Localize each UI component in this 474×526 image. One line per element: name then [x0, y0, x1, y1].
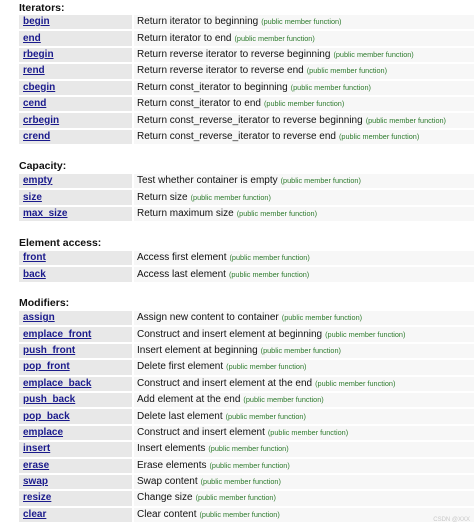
member-row [19, 174, 474, 188]
member-description: Test whether container is empty [137, 175, 278, 187]
member-name-cell [19, 113, 132, 127]
member-name-cell [19, 267, 132, 281]
member-name-link[interactable]: front [23, 252, 46, 264]
member-description: Swap content [137, 476, 198, 488]
member-description: Return size [137, 191, 188, 203]
member-description-cell [132, 190, 474, 204]
member-description: Return const_iterator to end [137, 98, 261, 110]
member-description: Insert element at beginning [137, 344, 258, 356]
member-name-cell [19, 327, 132, 341]
member-row [19, 48, 474, 62]
member-name-link[interactable]: insert [23, 443, 51, 455]
member-kind-tag: (public member function) [190, 192, 271, 202]
member-description-cell [132, 207, 474, 221]
element-access-table [19, 249, 474, 284]
member-kind-tag: (public member function) [228, 269, 310, 279]
member-description-cell [132, 174, 474, 188]
member-description: Construct and insert element [137, 426, 265, 438]
member-name-link[interactable]: rbegin [23, 48, 54, 60]
capacity-table [19, 172, 474, 223]
member-description: Return reverse iterator to reverse beginning [137, 48, 331, 60]
member-description: Construct and insert element at the end [137, 377, 313, 389]
member-description: Return iterator to beginning [137, 16, 259, 28]
member-row [19, 31, 474, 45]
member-name-cell [19, 491, 132, 505]
member-description: Access first element [137, 252, 227, 264]
member-description-cell [132, 442, 474, 456]
member-name-cell [19, 459, 132, 473]
member-description: Construct and insert element at beginning [137, 328, 323, 340]
member-row [19, 459, 474, 473]
member-row [19, 64, 474, 78]
member-kind-tag: (public member function) [199, 509, 280, 519]
member-description: Return maximum size [137, 207, 234, 219]
member-row [19, 377, 474, 391]
member-kind-tag: (public member function) [306, 66, 388, 76]
member-description-cell [132, 64, 474, 78]
member-kind-tag: (public member function) [225, 411, 306, 421]
member-description-cell [132, 15, 474, 29]
member-description-cell [132, 251, 474, 265]
member-name-cell [19, 344, 132, 358]
member-name-link[interactable]: cend [23, 98, 47, 110]
member-name-cell [19, 130, 132, 144]
member-kind-tag: (public member function) [280, 176, 361, 186]
member-kind-tag: (public member function) [243, 395, 324, 405]
member-name-cell [19, 81, 132, 95]
member-name-link[interactable]: back [23, 268, 46, 280]
member-kind-tag: (public member function) [365, 115, 446, 125]
member-name-link[interactable]: assign [23, 312, 55, 324]
member-name-link[interactable]: size [23, 191, 42, 203]
member-name-link[interactable]: crend [23, 130, 51, 142]
member-description-cell [132, 327, 474, 341]
member-name-cell [19, 207, 132, 221]
member-description: Delete last element [137, 410, 223, 422]
member-kind-tag: (public member function) [339, 131, 420, 141]
member-description: Return iterator to end [137, 32, 232, 44]
member-row [19, 327, 474, 341]
member-kind-tag: (public member function) [263, 99, 345, 109]
member-row [19, 360, 474, 374]
member-name-link[interactable]: swap [23, 476, 49, 488]
modifiers-table [19, 309, 474, 524]
member-name-cell [19, 475, 132, 489]
member-name-cell [19, 251, 132, 265]
member-name-cell [19, 426, 132, 440]
member-name-link[interactable]: rend [23, 65, 45, 77]
member-name-cell [19, 311, 132, 325]
member-row [19, 311, 474, 325]
member-name-link[interactable]: push_front [23, 344, 76, 356]
member-description-cell [132, 426, 474, 440]
member-description-cell [132, 311, 474, 325]
member-row [19, 15, 474, 29]
member-description: Delete first element [137, 361, 224, 373]
member-description: Assign new content to container [137, 312, 279, 324]
section-title-capacity: Capacity: [19, 160, 67, 172]
member-description: Access last element [137, 268, 226, 280]
member-description-cell [132, 267, 474, 281]
member-row [19, 491, 474, 505]
member-name-cell [19, 508, 132, 522]
member-description-cell [132, 409, 474, 423]
member-name-cell [19, 442, 132, 456]
member-name-link[interactable]: begin [23, 16, 50, 28]
member-kind-tag: (public member function) [281, 313, 363, 323]
member-row [19, 130, 474, 144]
member-description-cell [132, 393, 474, 407]
member-kind-tag: (public member function) [261, 17, 342, 27]
member-name-cell [19, 48, 132, 62]
section-title-modifiers: Modifiers: [19, 297, 70, 309]
member-description-cell [132, 81, 474, 95]
member-name-cell [19, 393, 132, 407]
member-name-cell [19, 409, 132, 423]
member-description-cell [132, 475, 474, 489]
member-name-link[interactable]: pop_front [23, 361, 70, 373]
member-name-cell [19, 377, 132, 391]
member-name-cell [19, 360, 132, 374]
member-name-link[interactable]: pop_back [23, 410, 70, 422]
member-description: Return const_reverse_iterator to reverse end [137, 130, 336, 142]
member-description: Return reverse iterator to reverse end [137, 65, 304, 77]
member-description: Add element at the end [137, 394, 241, 406]
member-description-cell [132, 97, 474, 111]
member-description: Change size [137, 492, 193, 504]
member-kind-tag: (public member function) [325, 329, 406, 339]
member-description-cell [132, 48, 474, 62]
member-row [19, 344, 474, 358]
member-row [19, 267, 474, 281]
member-name-cell [19, 97, 132, 111]
member-row [19, 207, 474, 221]
member-description: Return const_iterator to beginning [137, 81, 288, 93]
member-name-cell [19, 31, 132, 45]
member-kind-tag: (public member function) [260, 345, 341, 355]
member-description-cell [132, 508, 474, 522]
member-description: Erase elements [137, 459, 207, 471]
member-description: Insert elements [137, 443, 206, 455]
member-name-cell [19, 190, 132, 204]
member-description: Clear content [137, 508, 197, 520]
member-kind-tag: (public member function) [333, 49, 414, 59]
member-kind-tag: (public member function) [200, 477, 281, 487]
member-kind-tag: (public member function) [290, 82, 371, 92]
member-name-cell [19, 64, 132, 78]
member-description-cell [132, 344, 474, 358]
member-description-cell [132, 377, 474, 391]
member-name-link[interactable]: cbegin [23, 81, 56, 93]
member-row [19, 393, 474, 407]
section-title-element-access: Element access: [19, 237, 102, 249]
member-row [19, 81, 474, 95]
member-kind-tag: (public member function) [195, 493, 276, 503]
member-name-link[interactable]: max_size [23, 207, 68, 219]
member-name-link[interactable]: emplace [23, 426, 64, 438]
member-row [19, 426, 474, 440]
member-name-cell [19, 15, 132, 29]
member-description-cell [132, 130, 474, 144]
member-kind-tag: (public member function) [226, 362, 307, 372]
member-name-link[interactable]: resize [23, 492, 52, 504]
member-description-cell [132, 360, 474, 374]
member-description-cell [132, 113, 474, 127]
member-kind-tag: (public member function) [229, 253, 310, 263]
member-row [19, 409, 474, 423]
member-name-link[interactable]: emplace_front [23, 328, 92, 340]
iterators-table [19, 13, 474, 146]
member-row [19, 113, 474, 127]
member-name-cell [19, 174, 132, 188]
member-name-link[interactable]: push_back [23, 394, 76, 406]
member-name-link[interactable]: crbegin [23, 114, 60, 126]
member-kind-tag: (public member function) [234, 33, 315, 43]
member-kind-tag: (public member function) [315, 378, 396, 388]
member-description-cell [132, 491, 474, 505]
member-row [19, 508, 474, 522]
member-name-link[interactable]: clear [23, 508, 47, 520]
watermark: CSDN @XXX [433, 517, 470, 523]
member-row [19, 442, 474, 456]
member-description-cell [132, 31, 474, 45]
member-kind-tag: (public member function) [267, 427, 349, 437]
member-kind-tag: (public member function) [236, 208, 318, 218]
member-name-link[interactable]: emplace_back [23, 377, 92, 389]
member-kind-tag: (public member function) [208, 444, 289, 454]
member-kind-tag: (public member function) [209, 460, 290, 470]
member-row [19, 97, 474, 111]
member-description: Return const_reverse_iterator to reverse beginning [137, 114, 363, 126]
member-name-link[interactable]: erase [23, 459, 50, 471]
member-row [19, 475, 474, 489]
member-row [19, 190, 474, 204]
section-title-iterators: Iterators: [19, 2, 65, 14]
member-description-cell [132, 459, 474, 473]
member-name-link[interactable]: empty [23, 175, 53, 187]
member-name-link[interactable]: end [23, 32, 41, 44]
member-row [19, 251, 474, 265]
